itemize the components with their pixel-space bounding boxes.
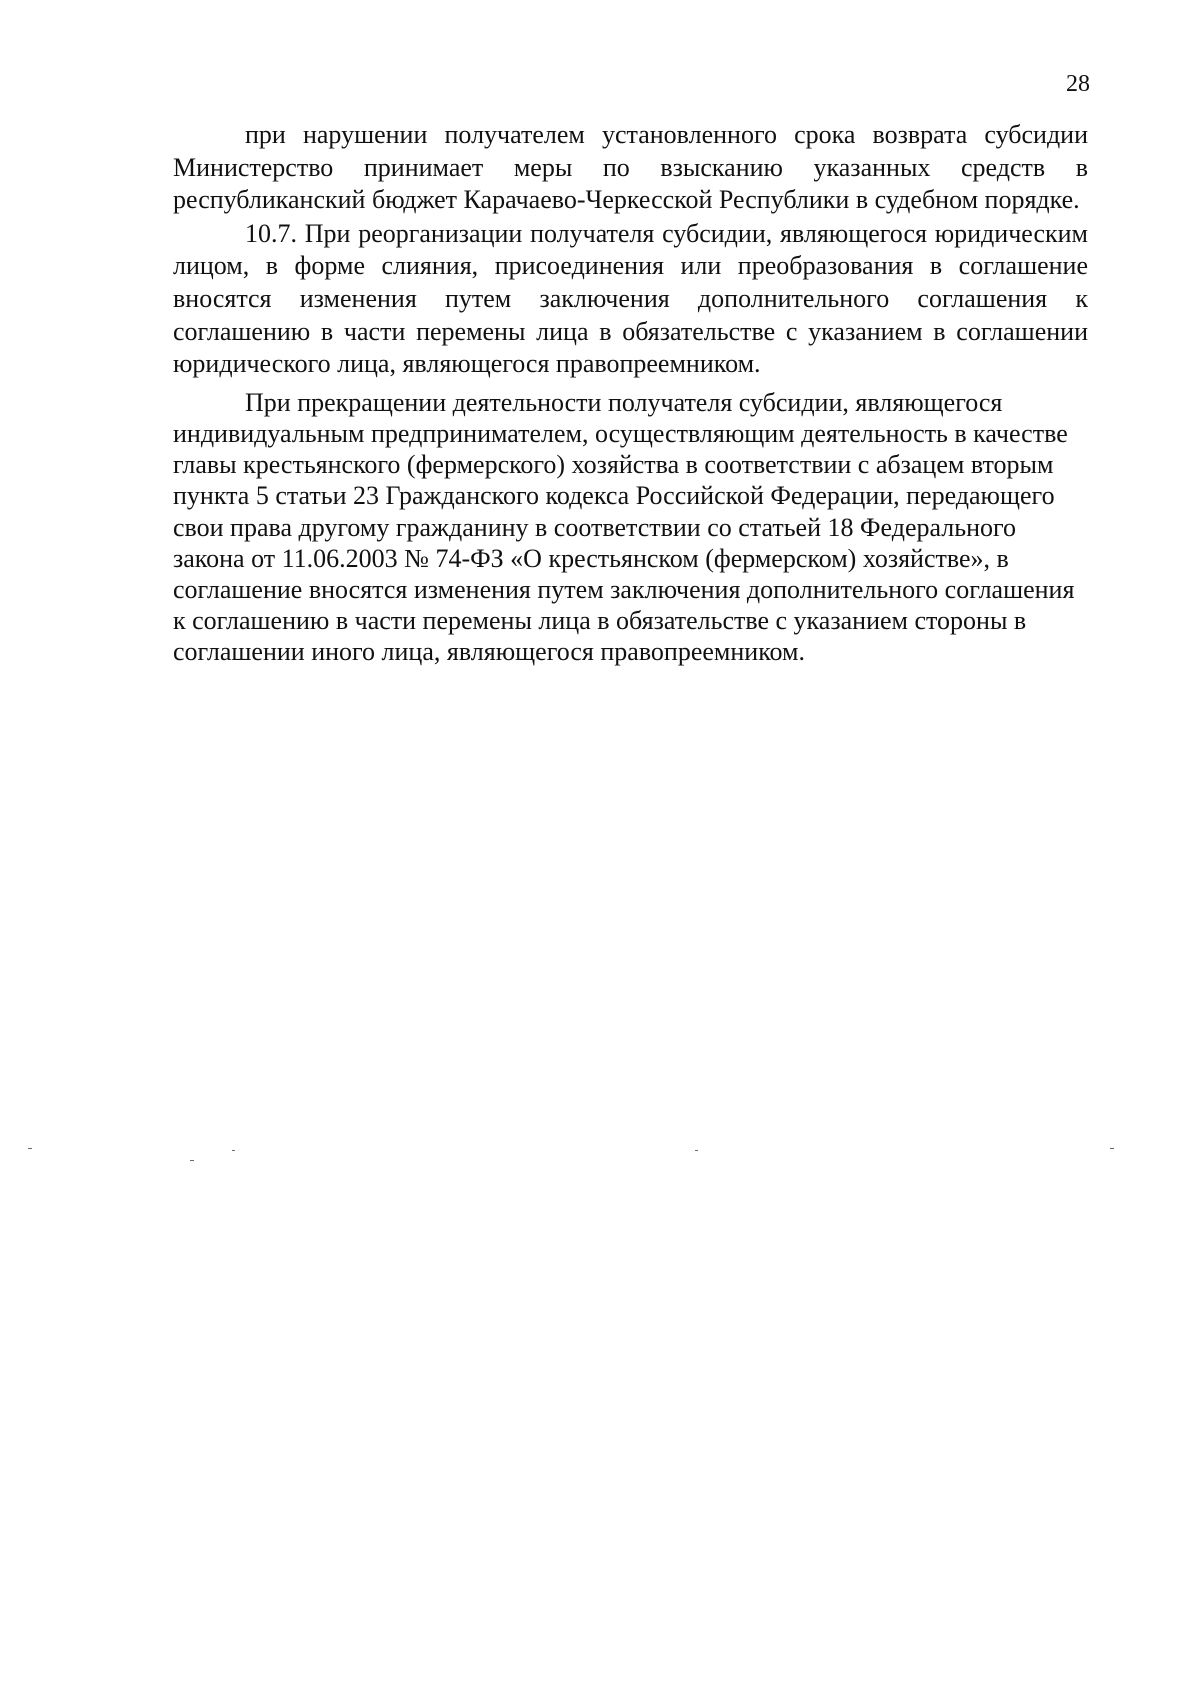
paragraph-refund-enforcement: при нарушении получателем установленного срока возврата субсидии Министерство принимает меры по взысканию указанных средств в республиканский бюджет Карачаево-Черкесской Республики в судебном порядке.	[173, 120, 1088, 215]
scan-artifact-line	[28, 1148, 32, 1149]
paragraph-farm-termination: При прекращении деятельности получателя субсидии, являющегося индивидуальным предпринимателем, осуществляющим деятельность в качестве главы крестьянского (фермерского) хозяйства в соответствии с абзацем вторым пункта 5 статьи 23 Гражданского кодекса Российской Федерации, передающего свои права другому гражданину в соответствии со статьей 18 Федерального закона от 11.06.2003 № 74-ФЗ «О крестьянском (фермерском) хозяйстве», в соглашение вносятся изменения путем заключения дополнительного соглашения к соглашению в части перемены лица в обязательстве с указанием стороны в соглашении иного лица, являющегося правопреемником.	[173, 387, 1075, 667]
scan-artifact-line	[232, 1150, 235, 1151]
paragraph-10-7-reorganization: 10.7. При реорганизации получателя субсидии, являющегося юридическим лицом, в форме слияния, присоединения или преобразования в соглашение вносятся изменения путем заключения дополнительного соглашения к соглашению в части перемены лица в обязательстве с указанием в соглашении юридического лица, являющегося правопреемником.	[173, 218, 1088, 379]
scan-artifact-line	[1110, 1148, 1114, 1149]
page-number: 28	[1066, 71, 1090, 97]
scan-artifact-line	[695, 1150, 698, 1151]
document-body	[173, 119, 1088, 668]
scan-artifact-line	[190, 1160, 194, 1161]
